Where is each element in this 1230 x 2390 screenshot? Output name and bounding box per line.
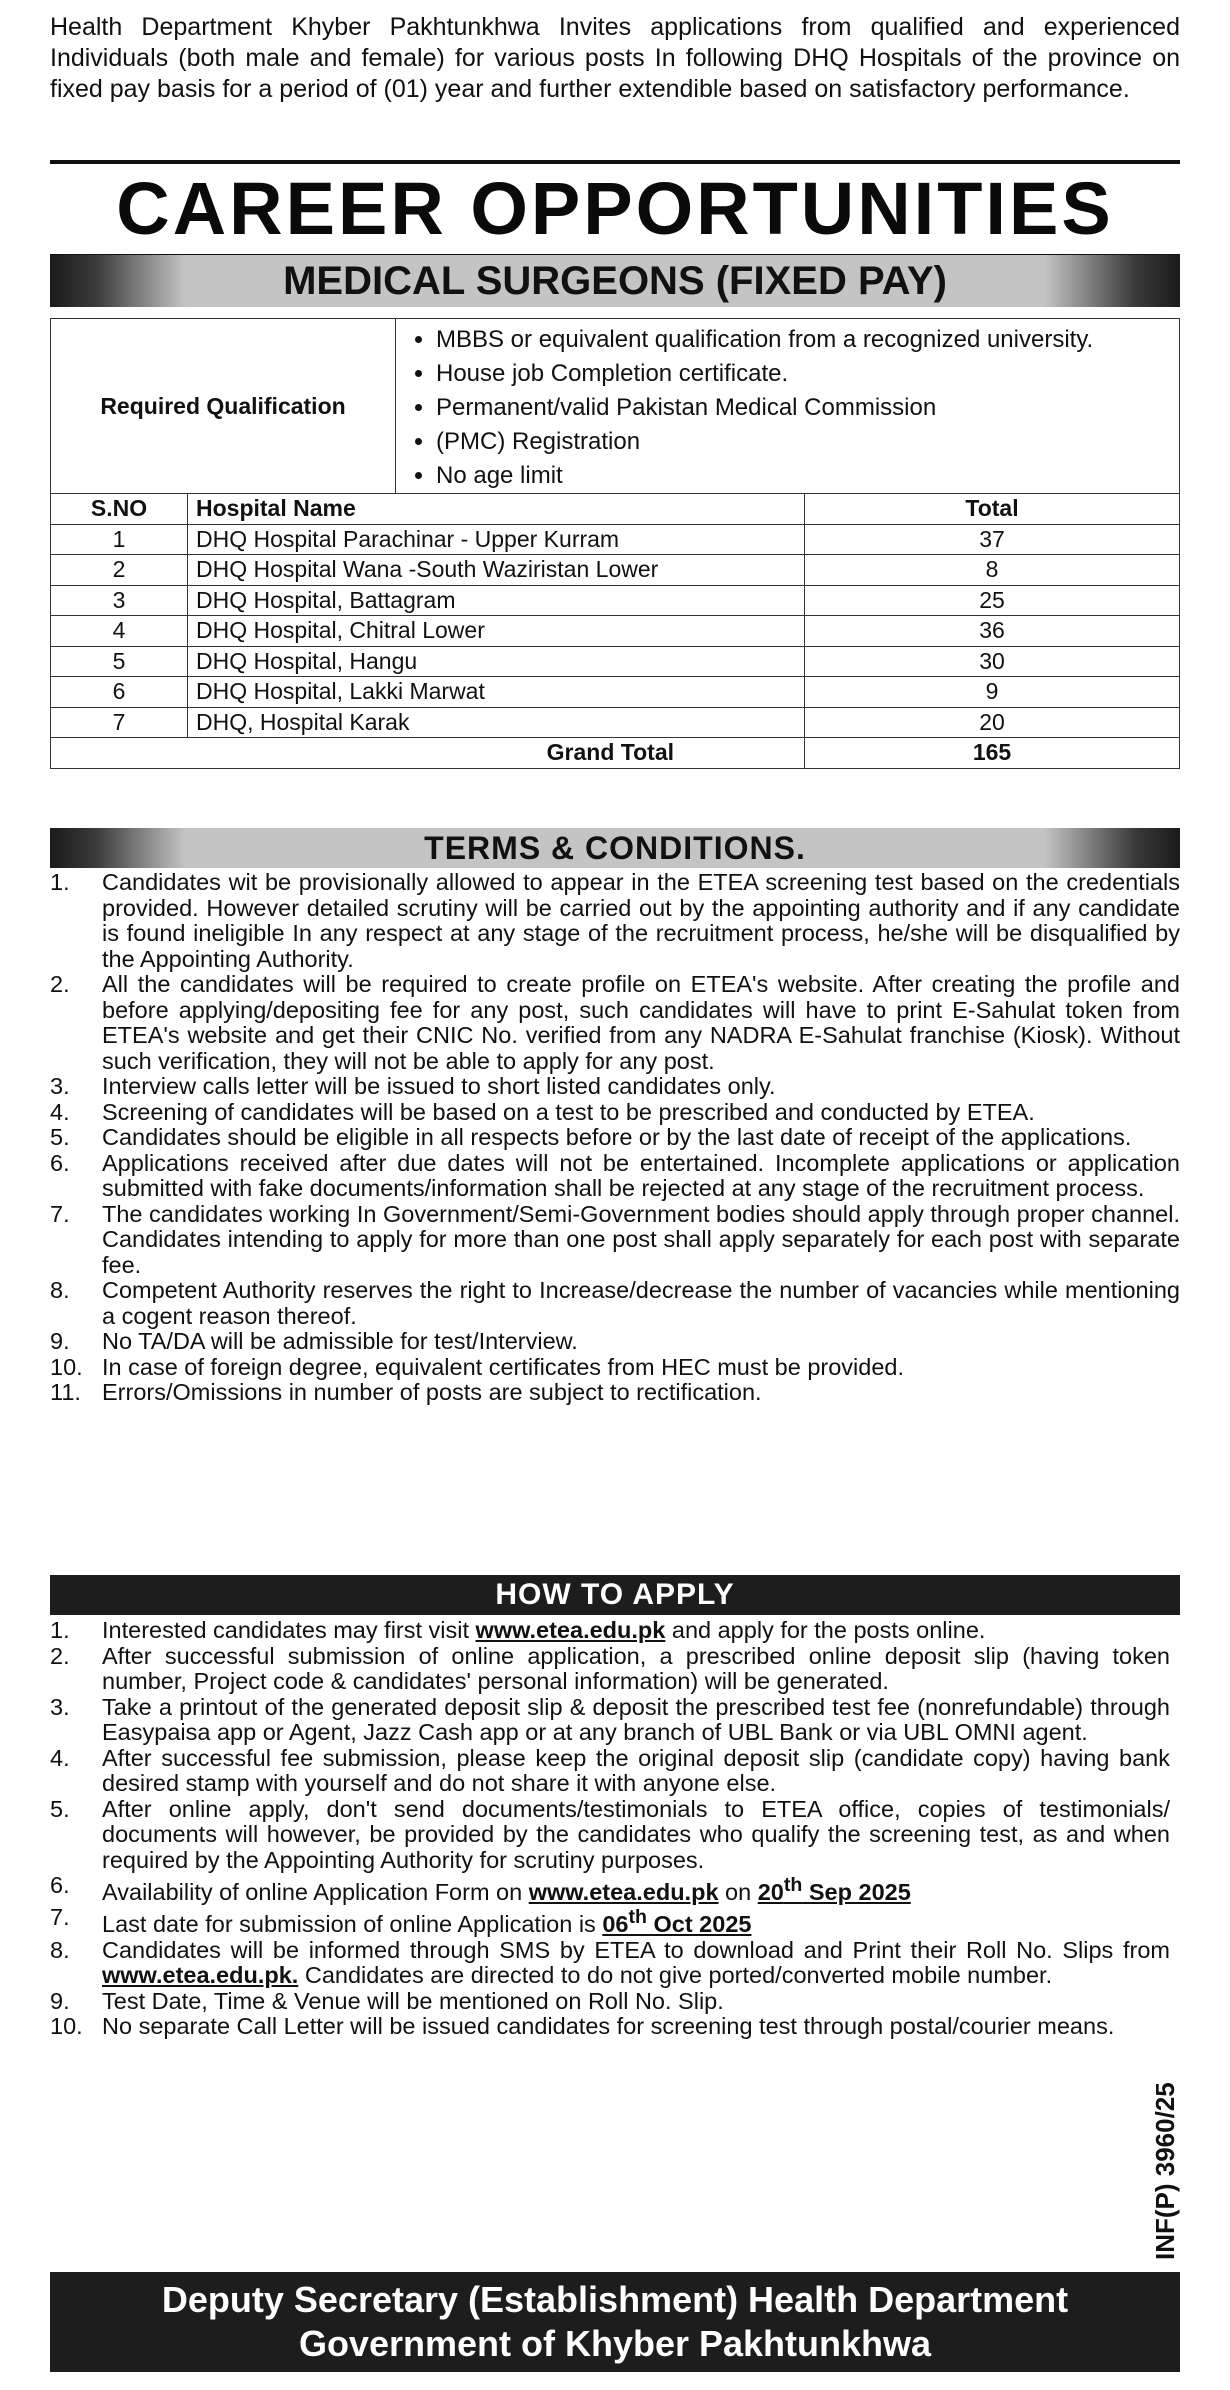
- item-text: Candidates wit be provisionally allowed to appear in the ETEA screening test based on the credentials provided. However detailed scrutiny will be carried out by the appointing authority and if any candidate is found ineligible In any respect at any stage of the recruitment process, he/she will be disqualified by the Appointing Authority.: [102, 869, 1180, 972]
- qualification-item: • Permanent/valid Pakistan Medical Commission: [436, 391, 1176, 425]
- terms-item: [50, 1100, 1180, 1126]
- terms-item: [50, 1074, 1180, 1100]
- item-number: 2.: [50, 971, 70, 997]
- grand-total-label: Grand Total: [51, 738, 805, 769]
- table-row: [51, 707, 1180, 738]
- terms-item: [50, 1151, 1180, 1202]
- cell-total: 8: [805, 555, 1180, 586]
- reference-number: INF(P) 3960/25: [1150, 2082, 1180, 2260]
- cell-sno: 5: [51, 646, 188, 677]
- open-date: [757, 1874, 911, 1905]
- terms-item: [50, 870, 1180, 972]
- how-to-apply-list: [50, 1618, 1170, 2040]
- position-title-banner: MEDICAL SURGEONS (FIXED PAY): [50, 255, 1180, 307]
- how-to-apply-heading: HOW TO APPLY: [50, 1575, 1180, 1615]
- item-text: The candidates working In Government/Semi-Government bodies should apply through proper channel. Candidates intending to apply for more than one post shall apply separately for each post with separate fee.: [102, 1200, 1180, 1278]
- apply-step: [50, 1797, 1170, 1874]
- item-number: 3.: [50, 1693, 70, 1720]
- headline: CAREER OPPORTUNITIES: [50, 160, 1180, 258]
- item-text: Applications received after due dates will not be entertained. Incomplete applications or application submitted with fake documents/information shall be rejected at any stage of the recruitment process.: [102, 1149, 1180, 1201]
- cell-hospital: DHQ Hospital Parachinar - Upper Kurram: [188, 524, 805, 555]
- cell-hospital: DHQ Hospital Wana -South Waziristan Lower: [188, 555, 805, 586]
- item-text: Interview calls letter will be issued to short listed candidates only.: [102, 1073, 776, 1099]
- cell-sno: 3: [51, 585, 188, 616]
- item-number: 6.: [50, 1872, 70, 1898]
- terms-item: [50, 972, 1180, 1074]
- item-text: After online apply, don't send documents/testimonials to ETEA office, copies of testimonials/ documents will however, be provided by the candidates who qualify the screening test, as and when required by the Appointing Authority for scrutiny purposes.: [102, 1795, 1170, 1873]
- grand-total-value: 165: [805, 738, 1180, 769]
- apply-step: [50, 1695, 1170, 1746]
- item-number: 3.: [50, 1073, 70, 1099]
- item-number: 9.: [50, 1328, 70, 1354]
- hospital-posts-table: [50, 493, 1180, 769]
- item-text: All the candidates will be required to create profile on ETEA's website. After creating the profile and before applying/depositing fee for any post, such candidates will have to print E-Sahulat token from ETEA's website and get their CNIC No. verified from any NADRA E-Sahulat franchise (Kiosk). Without such verification, they will not be able to apply for any post.: [102, 971, 1180, 1074]
- cell-total: 25: [805, 585, 1180, 616]
- cell-total: 9: [805, 677, 1180, 708]
- apply-step: [50, 1746, 1170, 1797]
- item-number: 1.: [50, 1617, 70, 1643]
- cell-hospital: DHQ Hospital, Lakki Marwat: [188, 677, 805, 708]
- item-number: 5.: [50, 1124, 70, 1150]
- item-text: Availability of online Application Form on: [102, 1878, 529, 1905]
- item-number: 8.: [50, 1277, 70, 1303]
- terms-item: [50, 1202, 1180, 1279]
- item-text: and apply for the posts online.: [665, 1617, 986, 1643]
- terms-item: [50, 1125, 1180, 1151]
- item-text: No TA/DA will be admissible for test/Interview.: [102, 1328, 578, 1354]
- table-row: [51, 585, 1180, 616]
- date-day: 06: [602, 1911, 629, 1938]
- apply-step: [50, 1873, 1170, 1905]
- date-suffix: th: [783, 1874, 803, 1896]
- date-month: Oct 2025: [646, 1911, 752, 1938]
- table-row: [51, 646, 1180, 677]
- qualification-item: • No age limit: [436, 459, 1176, 493]
- header-sno: S.NO: [51, 494, 188, 525]
- item-number: 10.: [50, 2013, 83, 2040]
- item-text: Test Date, Time & Venue will be mentioned on Roll No. Slip.: [102, 1987, 724, 2014]
- cell-total: 30: [805, 646, 1180, 677]
- item-text: Competent Authority reserves the right to Increase/decrease the number of vacancies while mentioning a cogent reason thereof.: [102, 1277, 1180, 1329]
- item-text: Take a printout of the generated deposit slip & deposit the prescribed test fee (nonrefundable) through Easypaisa app or Agent, Jazz Cash app or at any branch of UBL Bank or via UBL OMNI agent.: [102, 1693, 1170, 1745]
- qualification-list: [396, 319, 1176, 493]
- qualification-item: • MBBS or equivalent qualification from a recognized university.: [436, 323, 1176, 357]
- cell-sno: 6: [51, 677, 188, 708]
- item-text: Interested candidates may first visit: [102, 1617, 476, 1643]
- table-row: [51, 555, 1180, 586]
- etea-website-link[interactable]: www.etea.edu.pk.: [102, 1962, 299, 1989]
- qualification-item: • (PMC) Registration: [436, 425, 1176, 459]
- header-hospital-name: Hospital Name: [188, 494, 805, 525]
- terms-list: [50, 870, 1180, 1406]
- apply-step: [50, 1618, 1170, 1644]
- item-number: 7.: [50, 1200, 70, 1227]
- qualification-label: Required Qualification: [51, 319, 396, 493]
- item-number: 2.: [50, 1642, 70, 1669]
- cell-sno: 4: [51, 616, 188, 647]
- apply-step: [50, 2014, 1170, 2040]
- apply-step: [50, 1938, 1170, 1989]
- date-day: 20: [757, 1878, 784, 1905]
- apply-step: [50, 1644, 1170, 1695]
- item-number: 5.: [50, 1795, 70, 1822]
- item-text: on: [718, 1878, 758, 1905]
- item-text: Candidates will be informed through SMS by ETEA to download and Print their Roll No. Slips from: [102, 1936, 1170, 1963]
- item-number: 4.: [50, 1098, 70, 1125]
- intro-paragraph: Health Department Khyber Pakhtunkhwa Invites applications from qualified and experienced Individuals (both male and female) for various posts In following DHQ Hospitals of the province on fixed pay basis for a period of (01) year and further extendible based on satisfactory performance.: [50, 13, 1180, 103]
- cell-hospital: DHQ, Hospital Karak: [188, 707, 805, 738]
- item-text: After successful submission of online application, a prescribed online deposit slip (having token number, Project code & candidates' personal information) will be generated.: [102, 1642, 1170, 1694]
- item-number: 1.: [50, 869, 70, 895]
- item-text: Errors/Omissions in number of posts are subject to rectification.: [102, 1379, 762, 1405]
- item-number: 11.: [50, 1379, 81, 1405]
- etea-website-link[interactable]: www.etea.edu.pk: [528, 1878, 719, 1905]
- etea-website-link[interactable]: www.etea.edu.pk: [475, 1617, 666, 1643]
- footer-line-2: Government of Khyber Pakhtunkhwa: [298, 2323, 932, 2364]
- table-row: [51, 616, 1180, 647]
- cell-hospital: DHQ Hospital, Chitral Lower: [188, 616, 805, 647]
- item-number: 8.: [50, 1936, 70, 1963]
- item-text: In case of foreign degree, equivalent certificates from HEC must be provided.: [102, 1353, 905, 1380]
- last-date: [602, 1906, 752, 1938]
- qualification-box: [50, 318, 1180, 494]
- terms-item: [50, 1355, 1180, 1381]
- cell-sno: 1: [51, 524, 188, 555]
- cell-total: 37: [805, 524, 1180, 555]
- item-number: 4.: [50, 1744, 70, 1771]
- header-total: Total: [805, 494, 1180, 525]
- item-text: Last date for submission of online Application is: [102, 1911, 603, 1938]
- cell-hospital: DHQ Hospital, Hangu: [188, 646, 805, 677]
- item-number: 10.: [50, 1353, 83, 1380]
- grand-total-row: [51, 738, 1180, 769]
- qualification-item: • House job Completion certificate.: [436, 357, 1176, 391]
- table-row: [51, 677, 1180, 708]
- cell-hospital: DHQ Hospital, Battagram: [188, 585, 805, 616]
- apply-step: [50, 1989, 1170, 2015]
- date-suffix: th: [628, 1906, 647, 1929]
- terms-item: [50, 1278, 1180, 1329]
- table-header-row: [51, 494, 1180, 525]
- terms-item: [50, 1380, 1180, 1406]
- apply-step: [50, 1905, 1170, 1937]
- terms-heading: TERMS & CONDITIONS.: [50, 828, 1180, 868]
- item-text: No separate Call Letter will be issued candidates for screening test through postal/courier means.: [102, 2013, 1115, 2040]
- item-number: 6.: [50, 1149, 70, 1176]
- item-text: After successful fee submission, please keep the original deposit slip (candidate copy) having bank desired stamp with yourself and do not share it with anyone else.: [102, 1744, 1170, 1796]
- cell-sno: 2: [51, 555, 188, 586]
- terms-item: [50, 1329, 1180, 1355]
- item-number: 7.: [50, 1904, 70, 1931]
- cell-total: 20: [805, 707, 1180, 738]
- footer-line-1: Deputy Secretary (Establishment) Health Department: [161, 2279, 1069, 2320]
- item-text: Candidates should be eligible in all respects before or by the last date of receipt of the applications.: [102, 1124, 1132, 1150]
- date-month: Sep 2025: [802, 1878, 911, 1905]
- table-row: [51, 524, 1180, 555]
- item-text: Screening of candidates will be based on a test to be prescribed and conducted by ETEA.: [102, 1098, 1035, 1125]
- item-number: 9.: [50, 1987, 70, 2014]
- footer-signature-banner: [50, 2272, 1180, 2372]
- cell-sno: 7: [51, 707, 188, 738]
- cell-total: 36: [805, 616, 1180, 647]
- item-text: Candidates are directed to do not give ported/converted mobile number.: [298, 1962, 1053, 1989]
